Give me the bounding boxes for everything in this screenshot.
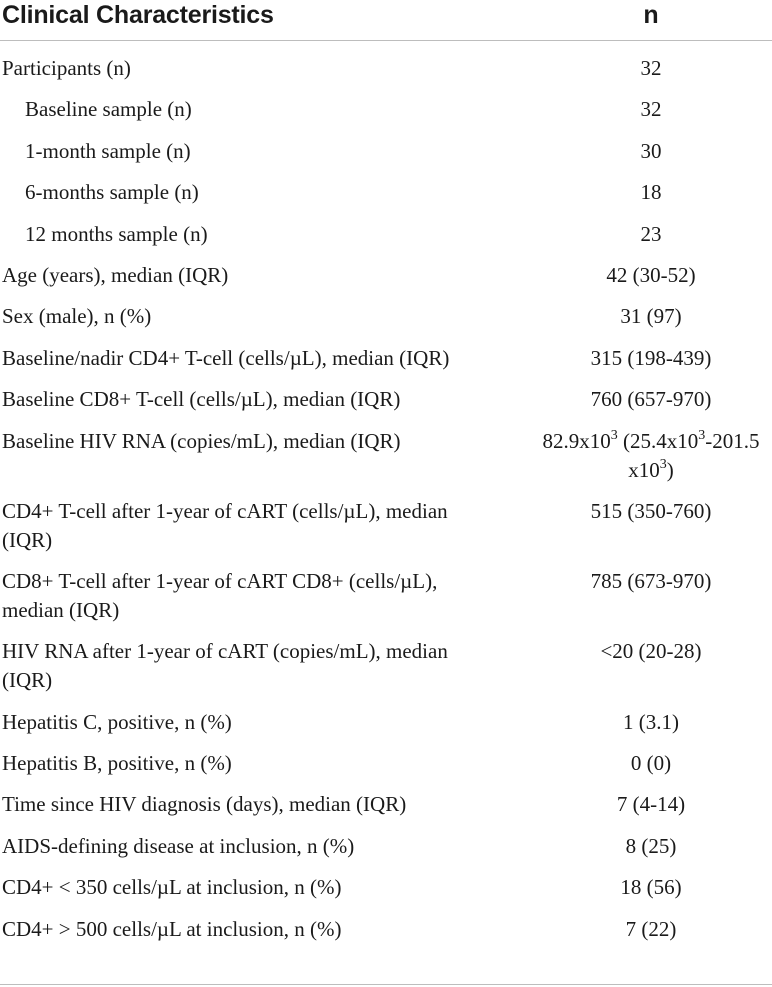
row-value: 0 (0): [630, 751, 672, 776]
row-value: 785 (673-970): [590, 569, 712, 594]
table-body: [0, 54, 772, 956]
table-row: [0, 385, 772, 426]
row-value: 18 (56): [620, 875, 682, 900]
row-value: 32: [640, 97, 662, 122]
row-label: Baseline/nadir CD4+ T-cell (cells/µL), median (IQR): [2, 345, 450, 370]
row-label: Baseline HIV RNA (copies/mL), median (IQR): [2, 428, 401, 453]
value-part: 82.9x10: [542, 428, 611, 453]
table-row: [0, 261, 772, 302]
row-label: Hepatitis C, positive, n (%): [2, 709, 232, 734]
row-value: <20 (20-28): [600, 639, 702, 664]
row-label: Participants (n): [2, 56, 131, 80]
row-label: CD4+ > 500 cells/µL at inclusion, n (%): [2, 916, 342, 941]
value-superscript: 3: [698, 427, 706, 443]
value-part: (25.4x10: [617, 428, 699, 453]
table-row: [0, 54, 772, 95]
table-row: [0, 790, 772, 831]
row-value: 23: [640, 221, 662, 246]
row-label-line: CD8+ T-cell after 1-year of cART CD8+ (cells/µL),: [2, 569, 438, 594]
row-label: Baseline sample (n): [25, 97, 192, 122]
row-label: 12 months sample (n): [25, 221, 208, 246]
row-label: AIDS-defining disease at inclusion, n (%): [2, 833, 355, 858]
table-row: [0, 567, 772, 637]
table-row: [0, 302, 772, 343]
table-row: [0, 832, 772, 873]
value-part: x10: [628, 457, 660, 482]
row-value: 30: [640, 138, 662, 163]
table-row: [0, 708, 772, 749]
row-label: [0, 497, 510, 567]
row-value: 515 (350-760): [590, 498, 712, 523]
table-row: [0, 637, 772, 707]
table-row: [0, 95, 772, 136]
value-superscript: 3: [659, 456, 667, 472]
row-value: 7 (4-14): [616, 792, 686, 817]
row-value: 32: [640, 56, 662, 80]
row-value: 1 (3.1): [623, 709, 679, 734]
row-value: 7 (22): [625, 916, 677, 941]
row-value: 8 (25): [625, 833, 677, 858]
row-label-line: (IQR): [2, 668, 53, 693]
row-label: [0, 637, 510, 707]
row-label-line: (IQR): [2, 527, 53, 552]
row-label: 1-month sample (n): [25, 138, 191, 163]
row-label: [0, 567, 510, 637]
table-bottom-rule: [0, 984, 772, 985]
table-row: [0, 137, 772, 178]
row-label: CD4+ < 350 cells/µL at inclusion, n (%): [2, 875, 342, 900]
value-superscript: 3: [610, 427, 618, 443]
row-label-line: HIV RNA after 1-year of cART (copies/mL), median: [2, 639, 448, 664]
table-row: [0, 220, 772, 261]
row-label-line: CD4+ T-cell after 1-year of cART (cells/µL), median: [2, 498, 448, 523]
row-value: 760 (657-970): [590, 387, 712, 412]
value-part: ): [666, 457, 674, 482]
row-value: [530, 427, 772, 485]
row-label: Time since HIV diagnosis (days), median (IQR): [2, 792, 407, 817]
row-label: Sex (male), n (%): [2, 304, 152, 329]
row-value: 18: [640, 180, 662, 205]
table-row: [0, 749, 772, 790]
row-label: 6-months sample (n): [25, 180, 199, 205]
row-label: Hepatitis B, positive, n (%): [2, 751, 232, 776]
row-label: Baseline CD8+ T-cell (cells/µL), median (IQR): [2, 387, 401, 412]
row-value: 31 (97): [620, 304, 682, 329]
table-row: [0, 915, 772, 956]
row-label: Age (years), median (IQR): [2, 262, 229, 287]
table-row: [0, 497, 772, 567]
table-header: [0, 0, 772, 41]
table-row: [0, 873, 772, 914]
table-row: [0, 178, 772, 219]
row-value: 42 (30-52): [606, 262, 696, 287]
table-row: [0, 344, 772, 385]
value-part: -201.5: [705, 428, 760, 453]
header-value: n: [643, 1, 659, 29]
table-row: [0, 427, 772, 497]
row-label-line: median (IQR): [2, 598, 120, 623]
header-characteristic: Clinical Characteristics: [2, 1, 274, 29]
row-value: 315 (198-439): [590, 345, 712, 370]
